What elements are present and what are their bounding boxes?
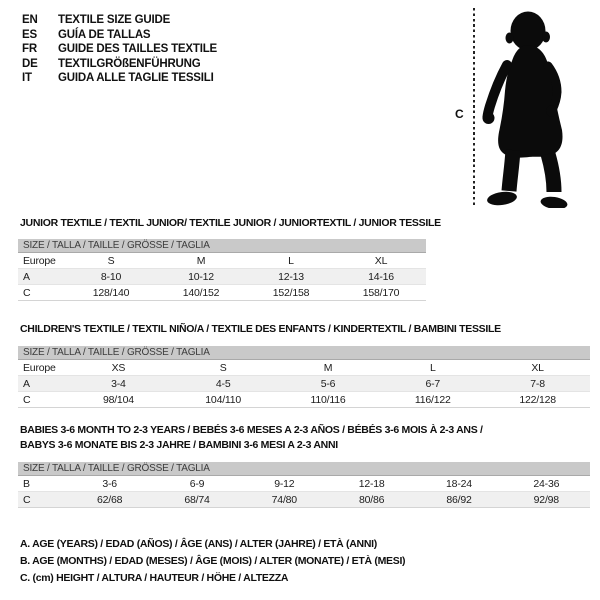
size-cell: 110/116 xyxy=(276,392,381,408)
size-cell: 128/140 xyxy=(66,285,156,301)
size-cell: 86/92 xyxy=(415,492,502,508)
size-cell: 4-5 xyxy=(171,376,276,392)
title-row-es xyxy=(22,28,217,43)
size-cell: 92/98 xyxy=(503,492,590,508)
size-cell: 5-6 xyxy=(276,376,381,392)
size-bar: SIZE / TALLA / TAILLE / GRÖSSE / TAGLIA xyxy=(18,462,590,476)
size-cell: 68/74 xyxy=(153,492,240,508)
lang-code: IT xyxy=(22,72,32,84)
height-measure-line xyxy=(473,8,475,207)
size-cell: 8-10 xyxy=(66,269,156,285)
size-cell: L xyxy=(246,253,336,269)
footnote-b: B. AGE (MONTHS) / EDAD (MESES) / ÂGE (MOIS) / ALTER (MONATE) / ETÀ (MESI) xyxy=(20,555,406,567)
table-row xyxy=(18,253,426,269)
size-cell: M xyxy=(276,360,381,376)
size-cell: 104/110 xyxy=(171,392,276,408)
title-text: TEXTILE SIZE GUIDE xyxy=(58,14,171,26)
babies-heading-line-2: BABYS 3-6 MONATE BIS 2-3 JAHRE / BAMBINI 3-6 MESI A 2-3 ANNI xyxy=(20,439,338,451)
babies-heading-line-1: BABIES 3-6 MONTH TO 2-3 YEARS / BEBÉS 3-6 MESES A 2-3 AÑOS / BÉBÉS 3-6 MOIS À 2-3 ANS / xyxy=(20,424,483,436)
table-row xyxy=(18,492,590,508)
title-row-en xyxy=(22,13,217,28)
children-size-table xyxy=(18,346,590,408)
footnotes-block xyxy=(20,536,405,587)
table-row xyxy=(18,285,426,301)
title-text: GUÍA DE TALLAS xyxy=(58,28,151,41)
table-row xyxy=(18,476,590,492)
row-label: Europe xyxy=(18,253,66,269)
row-label: A xyxy=(18,376,66,392)
size-cell: 24-36 xyxy=(503,476,590,492)
size-cell: 7-8 xyxy=(485,376,590,392)
row-label: B xyxy=(18,476,66,492)
toddler-silhouette-icon xyxy=(482,8,586,208)
title-text: GUIDE DES TAILLES TEXTILE xyxy=(58,43,217,55)
size-cell: 6-7 xyxy=(380,376,485,392)
title-text: TEXTILGRÖßENFÜHRUNG xyxy=(58,57,201,70)
title-text: GUIDA ALLE TAGLIE TESSILI xyxy=(58,72,214,84)
lang-code: FR xyxy=(22,43,37,55)
row-label: Europe xyxy=(18,360,66,376)
size-cell: 10-12 xyxy=(156,269,246,285)
size-cell: 140/152 xyxy=(156,285,246,301)
size-cell: 3-4 xyxy=(66,376,171,392)
title-row-it xyxy=(22,71,217,86)
size-cell: XL xyxy=(336,253,426,269)
size-cell: 12-18 xyxy=(328,476,415,492)
size-bar: SIZE / TALLA / TAILLE / GRÖSSE / TAGLIA xyxy=(18,346,590,360)
row-label: C xyxy=(18,285,66,301)
table-row xyxy=(18,269,426,285)
table-row xyxy=(18,376,590,392)
size-cell: S xyxy=(66,253,156,269)
size-cell: 158/170 xyxy=(336,285,426,301)
lang-code: DE xyxy=(22,57,38,70)
row-label: C xyxy=(18,492,66,508)
row-label: A xyxy=(18,269,66,285)
babies-table-heading xyxy=(20,423,483,453)
title-block xyxy=(22,13,217,86)
size-cell: 14-16 xyxy=(336,269,426,285)
size-cell: 62/68 xyxy=(66,492,153,508)
size-cell: 6-9 xyxy=(153,476,240,492)
table-row xyxy=(18,392,590,408)
size-cell: 116/122 xyxy=(380,392,485,408)
size-cell: 80/86 xyxy=(328,492,415,508)
title-row-de xyxy=(22,57,217,72)
size-cell: 98/104 xyxy=(66,392,171,408)
size-cell: XS xyxy=(66,360,171,376)
size-cell: L xyxy=(380,360,485,376)
table-row xyxy=(18,360,590,376)
size-cell: 9-12 xyxy=(241,476,328,492)
row-label: C xyxy=(18,392,66,408)
size-cell: M xyxy=(156,253,246,269)
children-table-heading: CHILDREN'S TEXTILE / TEXTIL NIÑO/A / TEXTILE DES ENFANTS / KINDERTEXTIL / BAMBINI TESSILE xyxy=(20,323,501,335)
lang-code: ES xyxy=(22,28,37,41)
size-cell: 152/158 xyxy=(246,285,336,301)
size-cell: S xyxy=(171,360,276,376)
lang-code: EN xyxy=(22,14,38,26)
size-bar: SIZE / TALLA / TAILLE / GRÖSSE / TAGLIA xyxy=(18,239,426,253)
junior-table-heading: JUNIOR TEXTILE / TEXTIL JUNIOR/ TEXTILE JUNIOR / JUNIORTEXTIL / JUNIOR TESSILE xyxy=(20,217,441,229)
footnote-a: A. AGE (YEARS) / EDAD (AÑOS) / ÂGE (ANS) / ALTER (JAHRE) / ETÀ (ANNI) xyxy=(20,538,377,550)
footnote-c: C. (cm) HEIGHT / ALTURA / HAUTEUR / HÖHE / ALTEZZA xyxy=(20,572,289,584)
babies-size-table xyxy=(18,462,590,508)
junior-size-table xyxy=(18,239,426,301)
title-row-fr xyxy=(22,42,217,57)
size-cell: 74/80 xyxy=(241,492,328,508)
size-cell: 122/128 xyxy=(485,392,590,408)
size-cell: 18-24 xyxy=(415,476,502,492)
size-cell: XL xyxy=(485,360,590,376)
size-cell: 3-6 xyxy=(66,476,153,492)
size-cell: 12-13 xyxy=(246,269,336,285)
height-marker-label: C xyxy=(455,107,464,121)
